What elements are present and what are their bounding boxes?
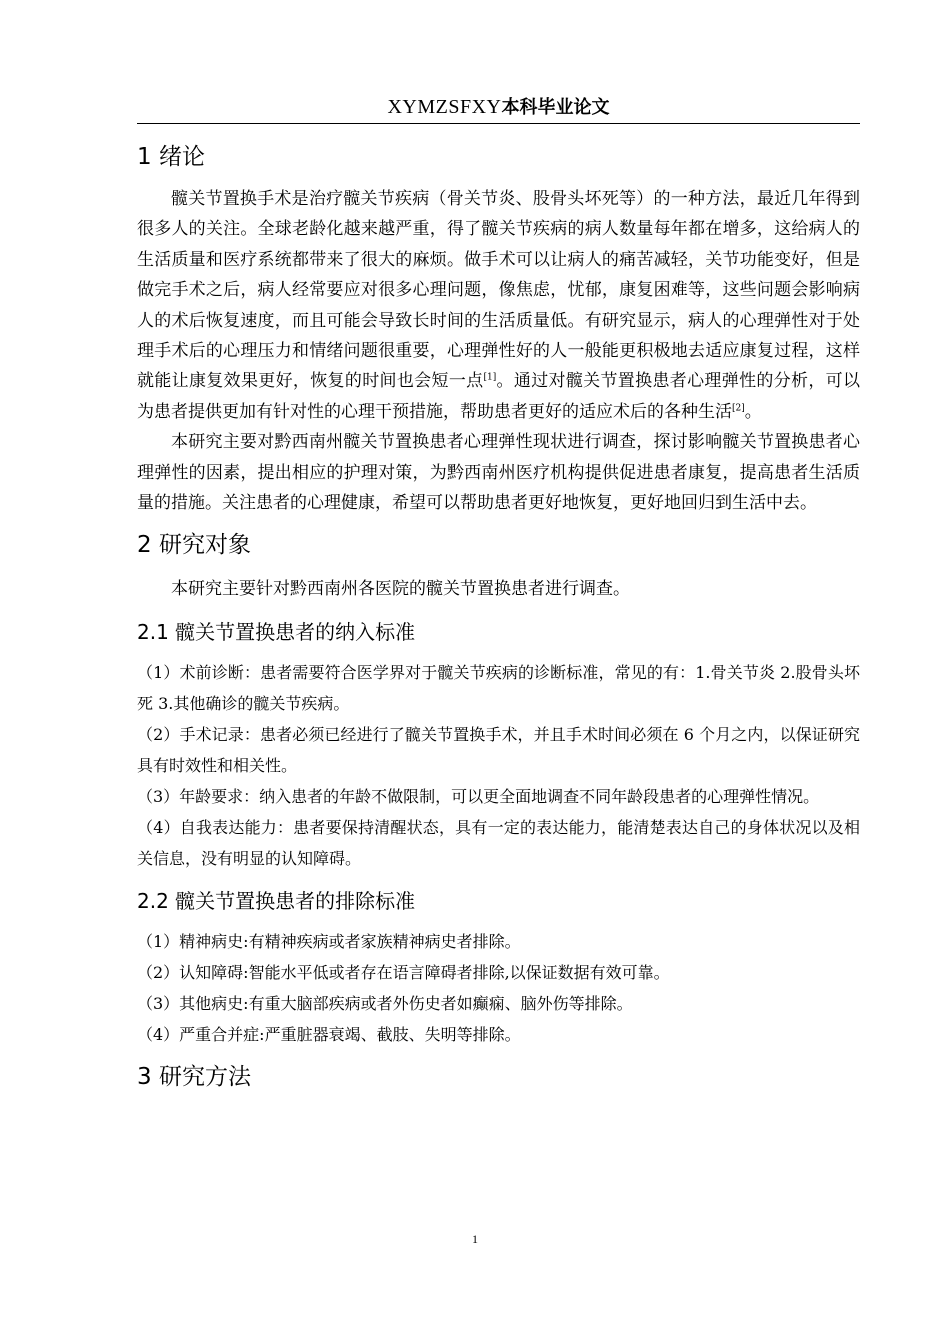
citation-2: [2] <box>732 403 745 414</box>
exclusion-item-4: （4）严重合并症:严重脏器衰竭、截肢、失明等排除。 <box>137 1024 521 1044</box>
paragraph-text: 髋关节置换手术是治疗髋关节疾病（骨关节炎、股骨头坏死等）的一种方法，最近几年得到很多人的关注。全球老龄化越来越严重，得了髋关节疾病的病人数量每年都在增多，这给病人的生活质量和医疗系统都带来了很大的麻烦。做手术可以让病人的痛苦减轻，关节功能变好，但是做完手术之后，病人经常要应对很多心理问题，像焦虑，忧郁，康复困难等，这些问题会影响病人的术后恢复速度，而且可能会导致长时间的生活质量低。有研究显示，病人的心理弹性对于处理手术后的心理压力和情绪问题很重要，心理弹性好的人一般能更积极地去适应康复过程，这样就能让康复效果更好，恢复的时间也会短一点 <box>137 189 860 392</box>
paragraph-text: 。 <box>744 401 762 422</box>
exclusion-item-1: （1）精神病史:有精神疾病或者家族精神病史者排除。 <box>137 931 521 951</box>
section-1-paragraph-2: 本研究主要对黔西南州髋关节置换患者心理弹性现状进行调查，探讨影响髋关节置换患者心理弹性的因素，提出相应的护理对策，为黔西南州医疗机构提供促进患者康复，提高患者生活质量的措施。关注患者的心理健康，希望可以帮助患者更好地恢复，更好地回归到生活中去。 <box>137 432 860 514</box>
inclusion-item-2: （2）手术记录：患者必须已经进行了髋关节置换手术，并且手术时间必须在 6 个月之内，以保证研究具有时效性和相关性。 <box>137 724 860 775</box>
subsection-2-2-title: 2.2 髋关节置换患者的排除标准 <box>137 888 416 913</box>
section-3-title: 3 研究方法 <box>137 1063 251 1090</box>
section-2-paragraph-1: 本研究主要针对黔西南州各医院的髋关节置换患者进行调查。 <box>171 579 630 600</box>
inclusion-item-1: （1）术前诊断：患者需要符合医学界对于髋关节疾病的诊断标准，常见的有：1.骨关节炎 2.股骨头坏死 3.其他确诊的髋关节疾病。 <box>137 662 860 713</box>
page-header <box>137 92 860 124</box>
exclusion-item-2: （2）认知障碍:智能水平低或者存在语言障碍者排除,以保证数据有效可靠。 <box>137 962 670 982</box>
section-1-title: 1 绪论 <box>137 144 205 170</box>
header-label: 本科毕业论文 <box>501 97 610 118</box>
inclusion-item-4: （4）自我表达能力：患者要保持清醒状态，具有一定的表达能力，能清楚表达自己的身体状况以及相关信息，没有明显的认知障碍。 <box>137 817 860 868</box>
inclusion-item-3: （3）年龄要求：纳入患者的年龄不做限制，可以更全面地调查不同年龄段患者的心理弹性情况。 <box>137 786 820 806</box>
citation-1: [1] <box>483 372 497 383</box>
section-1-paragraph-1 <box>137 184 860 427</box>
exclusion-item-3: （3）其他病史:有重大脑部疾病或者外伤史者如癫痫、脑外伤等排除。 <box>137 993 633 1013</box>
section-2-title: 2 研究对象 <box>137 532 251 559</box>
paragraph-text: 。通过对髋关节置换患者心理弹性的分析，可以为患者提供更加有针对性的心理干预措施，帮助患者更好的适应术后的各种生活 <box>137 371 861 422</box>
document-body <box>137 138 860 1106</box>
subsection-2-1-title: 2.1 髋关节置换患者的纳入标准 <box>137 619 416 644</box>
header-code: XYMZSFXY <box>387 96 502 118</box>
page-number: 1 <box>472 1232 478 1246</box>
